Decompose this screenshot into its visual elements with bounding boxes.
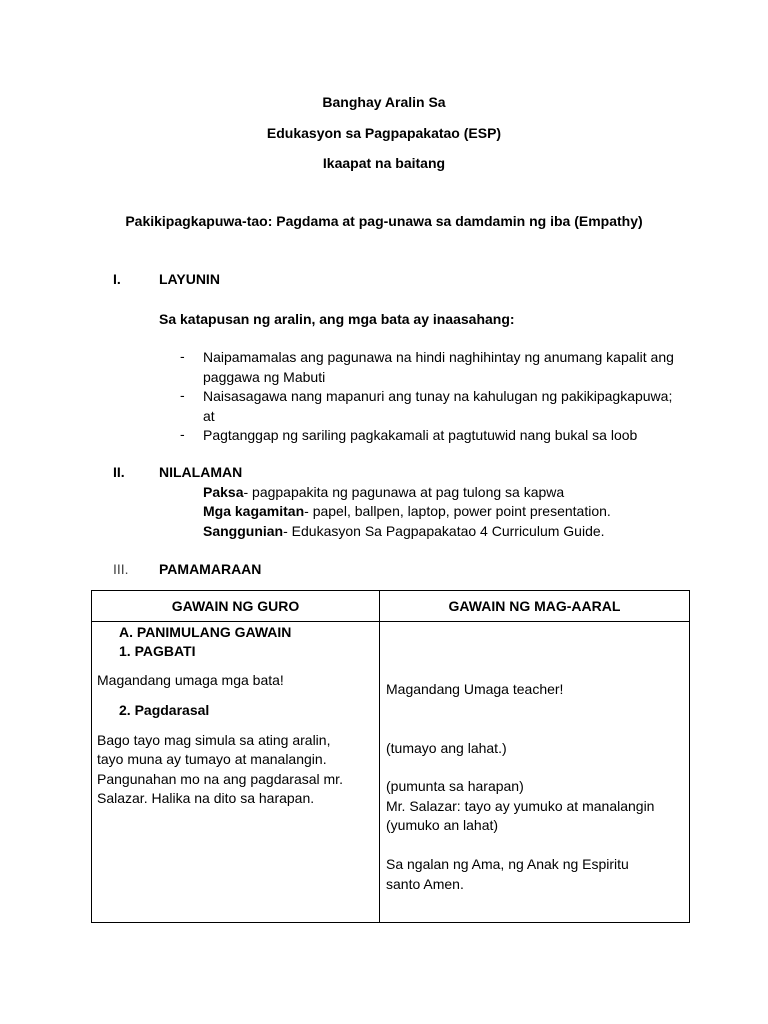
kagamitan-label: Mga kagamitan [203,503,305,519]
student-line-1: (pumunta sa harapan) [386,778,524,794]
objective-2: Naisasagawa nang mapanuri ang tunay na kahulugan ng pakikipagkapuwa; at [203,388,673,424]
bullet-dash: - [180,426,185,442]
objective-1: Naipamamalas ang pagunawa na hindi naghihintay ng anumang kapalit ang paggawa ng Mabuti [203,349,674,385]
section2-title: NILALAMAN [159,464,243,480]
header-mag-aaral: GAWAIN NG MAG-AARAL [380,591,690,622]
section1-title: LAYUNIN [159,271,220,287]
prayer-line-3: Pangunahan mo na ang pagdarasal mr. [97,771,343,787]
closing-line-2: santo Amen. [386,876,464,892]
bullet-dash: - [180,387,185,403]
kagamitan-line [203,503,611,519]
doc-title: Banghay Aralin Sa [322,94,446,110]
prayer-line-1: Bago tayo mag simula sa ating aralin, [97,732,331,748]
section3-title: PAMAMARAAN [159,561,262,577]
paksa-line [203,484,564,500]
activity-heading: A. PANIMULANG GAWAIN [119,624,292,640]
student-reply: Magandang Umaga teacher! [386,681,564,697]
bullet-dash: - [180,348,185,364]
section1-intro: Sa katapusan ng aralin, ang mga bata ay inaasahang: [159,311,515,327]
section3-number: III. [113,561,129,577]
paksa-label: Paksa [203,484,244,500]
prayer-line-4: Salazar. Halika na dito sa harapan. [97,790,315,806]
student-stand: (tumayo ang lahat.) [386,740,507,756]
kagamitan-value: - papel, ballpen, laptop, power point presentation. [304,503,611,519]
closing-line-1: Sa ngalan ng Ama, ng Anak ng Espiritu [386,856,629,872]
section1-number: I. [113,271,121,287]
mag-aaral-cell [380,622,690,923]
procedure-table [91,590,690,923]
objective-3: Pagtanggap ng sariling pagkakamali at pagtutuwid nang bukal sa loob [203,427,638,443]
student-line-2: Mr. Salazar: tayo ay yumuko at manalangin [386,798,655,814]
section2-number: II. [113,464,125,480]
sanggunian-line [203,523,605,539]
student-line-3: (yumuko an lahat) [386,817,499,833]
doc-grade: Ikaapat na baitang [322,155,446,171]
paksa-value: - pagpapakita ng pagunawa at pag tulong sa kapwa [243,484,565,500]
doc-subject: Edukasyon sa Pagpapakatao (ESP) [266,125,502,141]
item-pagbati: 1. PAGBATI [119,643,196,659]
sanggunian-label: Sanggunian [203,523,284,539]
prayer-line-2: tayo muna ay tumayo at manalangin. [97,751,327,767]
item-pagdarasal: 2. Pagdarasal [119,702,210,718]
teacher-greeting: Magandang umaga mga bata! [97,672,284,688]
header-guro: GAWAIN NG GURO [92,591,380,622]
sanggunian-value: - Edukasyon Sa Pagpapakatao 4 Curriculum Guide. [283,523,605,539]
guro-cell [92,622,380,923]
doc-topic: Pakikipagkapuwa-tao: Pagdama at pag-unawa sa damdamin ng iba (Empathy) [125,213,643,229]
